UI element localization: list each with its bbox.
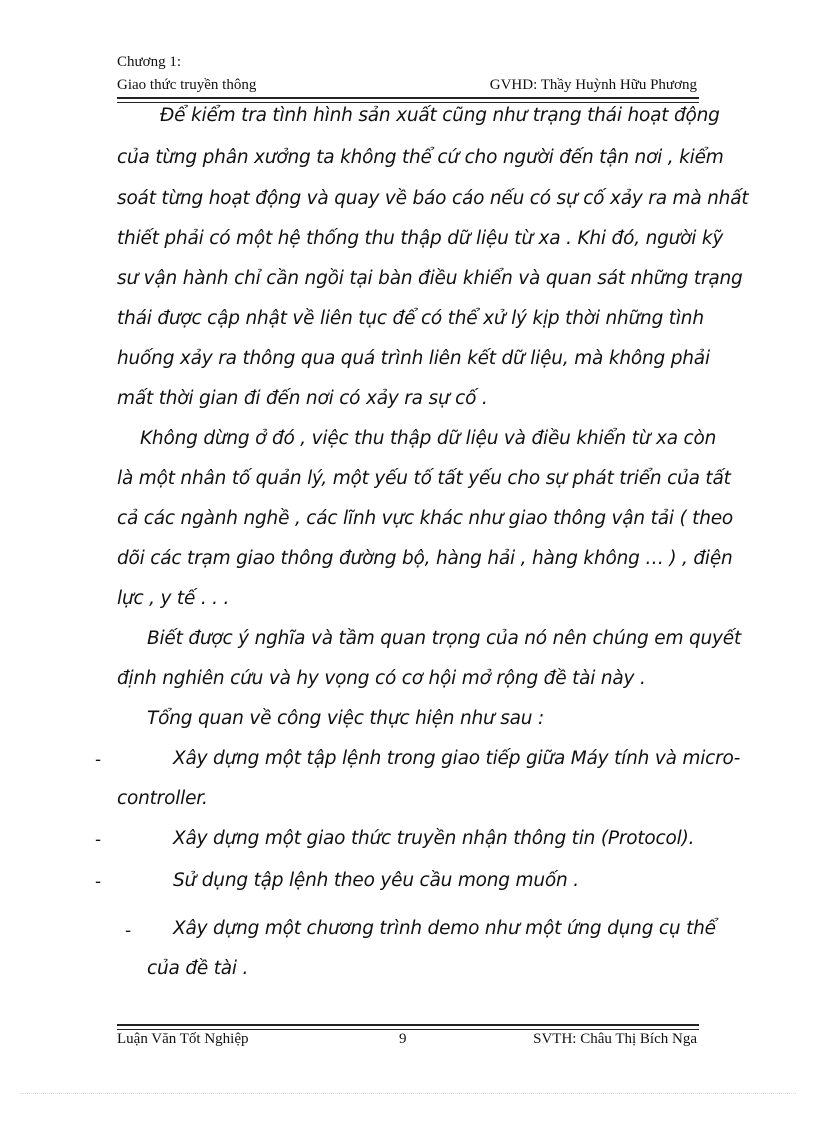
subject-label: Giao thức truyền thông xyxy=(117,77,257,93)
bullet-1-line-2: controller. xyxy=(117,788,208,809)
paragraph-3-line-2: định nghiên cứu và hy vọng có cơ hội mở rộng đề tài này . xyxy=(117,668,646,689)
advisor-label: GVHD: Thầy Huỳnh Hữu Phương xyxy=(489,77,697,93)
paragraph-2-line-4: dõi các trạm giao thông đường bộ, hàng hải , hàng không … ) , điện xyxy=(117,548,733,569)
chapter-label: Chương 1: xyxy=(117,54,181,70)
bullet-marker-4: - xyxy=(125,921,132,941)
page-bottom-dotted-line xyxy=(20,1093,796,1094)
paragraph-1-line-8: mất thời gian đi đến nơi có xảy ra sự cố . xyxy=(117,388,488,409)
paragraph-1-line-6: thái được cập nhật về liên tục để có thể xử lý kịp thời những tình xyxy=(117,308,704,329)
paragraph-1-line-2: của từng phân xưởng ta không thể cứ cho người đến tận nơi , kiểm xyxy=(117,147,724,168)
student-label: SVTH: Châu Thị Bích Nga xyxy=(533,1031,697,1047)
paragraph-2-line-1: Không dừng ở đó , việc thu thập dữ liệu và điều khiển từ xa còn xyxy=(140,428,717,449)
paragraph-2-line-2: là một nhân tố quản lý, một yếu tố tất yếu cho sự phát triển của tất xyxy=(117,468,731,489)
bullet-3-line-1: Sử dụng tập lệnh theo yêu cầu mong muốn . xyxy=(173,870,579,891)
bullet-marker-1: - xyxy=(95,750,102,770)
paragraph-1-line-7: huống xảy ra thông qua quá trình liên kết dữ liệu, mà không phải xyxy=(117,348,710,369)
paragraph-2-line-3: cả các ngành nghề , các lĩnh vực khác như giao thông vận tải ( theo xyxy=(117,508,734,529)
bullet-1-line-1: Xây dựng một tập lệnh trong giao tiếp giữa Máy tính và micro- xyxy=(173,748,741,769)
paragraph-3-line-1: Biết được ý nghĩa và tầm quan trọng của nó nên chúng em quyết xyxy=(147,628,742,649)
footer-rule xyxy=(117,1024,699,1030)
bullet-4-line-1: Xây dựng một chương trình demo như một ứng dụng cụ thể xyxy=(173,918,716,939)
page-number: 9 xyxy=(399,1031,407,1047)
bullet-marker-3: - xyxy=(95,872,102,892)
header-rule xyxy=(117,97,699,103)
paragraph-1-line-3: soát từng hoạt động và quay về báo cáo nếu có sự cố xảy ra mà nhất xyxy=(117,188,749,209)
overview-intro: Tổng quan về công việc thực hiện như sau : xyxy=(147,708,545,729)
paragraph-2-line-5: lực , y tế . . . xyxy=(117,588,230,609)
paragraph-1-line-4: thiết phải có một hệ thống thu thập dữ liệu từ xa . Khi đó, người kỹ xyxy=(117,228,724,249)
bullet-4-line-2: của đề tài . xyxy=(147,958,249,979)
paragraph-1-line-1: Để kiểm tra tình hình sản xuất cũng như trạng thái hoạt động xyxy=(160,105,720,126)
paragraph-1-line-5: sư vận hành chỉ cần ngồi tại bàn điều khiển và quan sát những trạng xyxy=(117,268,743,289)
bullet-marker-2: - xyxy=(95,830,102,850)
thesis-label: Luận Văn Tốt Nghiệp xyxy=(117,1031,249,1047)
bullet-2-line-1: Xây dựng một giao thức truyền nhận thông tin (Protocol). xyxy=(173,828,695,849)
